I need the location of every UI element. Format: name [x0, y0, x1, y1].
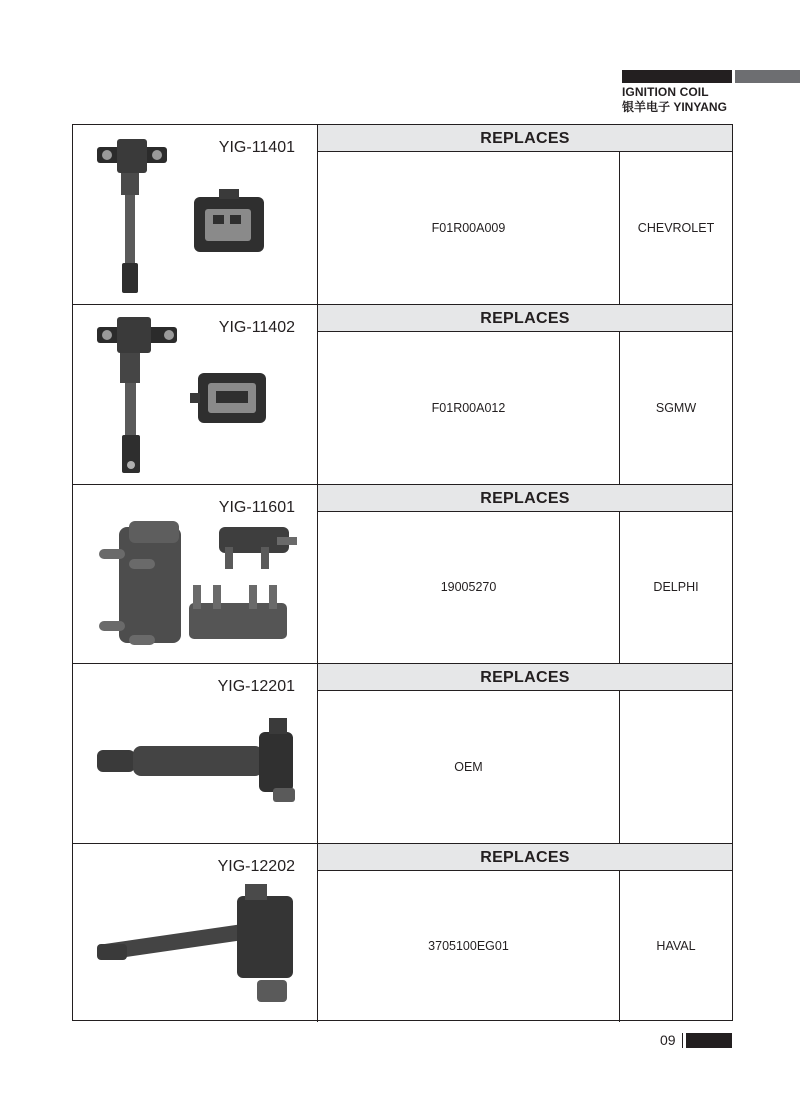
- replaces-header: REPLACES: [318, 485, 732, 512]
- page-number-divider: [682, 1033, 683, 1048]
- replaces-header: REPLACES: [318, 305, 732, 332]
- vehicle-brand: DELPHI: [653, 580, 699, 595]
- page-number: 09: [660, 1032, 676, 1048]
- part-number: F01R00A009: [318, 152, 620, 304]
- page-number-bar: [686, 1033, 732, 1048]
- product-table: [72, 124, 733, 1021]
- product-row: [73, 843, 732, 1022]
- part-number: 19005270: [318, 512, 620, 663]
- product-row: [73, 125, 732, 304]
- vehicle-brand: CHEVROLET: [637, 221, 715, 236]
- header-bar-dark: [622, 70, 732, 83]
- vehicle-brand: SGMW: [655, 401, 697, 416]
- product-code: YIG-11401: [218, 139, 295, 156]
- product-image-cell: [73, 485, 318, 663]
- vehicle-brand: [620, 691, 732, 842]
- product-image-cell: [73, 664, 318, 842]
- product-row: [73, 484, 732, 663]
- replaces-header: REPLACES: [318, 844, 732, 871]
- product-row: [73, 663, 732, 842]
- part-number: F01R00A012: [318, 332, 620, 483]
- product-code: YIG-12201: [217, 678, 295, 696]
- header-bar-grey: [735, 70, 800, 83]
- product-image-cell: [73, 305, 318, 483]
- vehicle-brand: HAVAL: [656, 939, 696, 954]
- replaces-header: REPLACES: [318, 664, 732, 691]
- product-image-cell: [73, 125, 318, 304]
- product-row: [73, 304, 732, 483]
- section-title: IGNITION COIL: [622, 85, 709, 99]
- product-image-cell: [73, 844, 318, 1022]
- product-code: YIG-12202: [217, 857, 295, 875]
- replaces-header: REPLACES: [318, 125, 732, 152]
- brand-title: 银羊电子 YINYANG: [622, 100, 727, 114]
- product-code: YIG-11402: [218, 319, 295, 337]
- part-number: OEM: [318, 691, 620, 842]
- part-number: 3705100EG01: [318, 871, 620, 1022]
- product-code: YIG-11601: [218, 498, 295, 516]
